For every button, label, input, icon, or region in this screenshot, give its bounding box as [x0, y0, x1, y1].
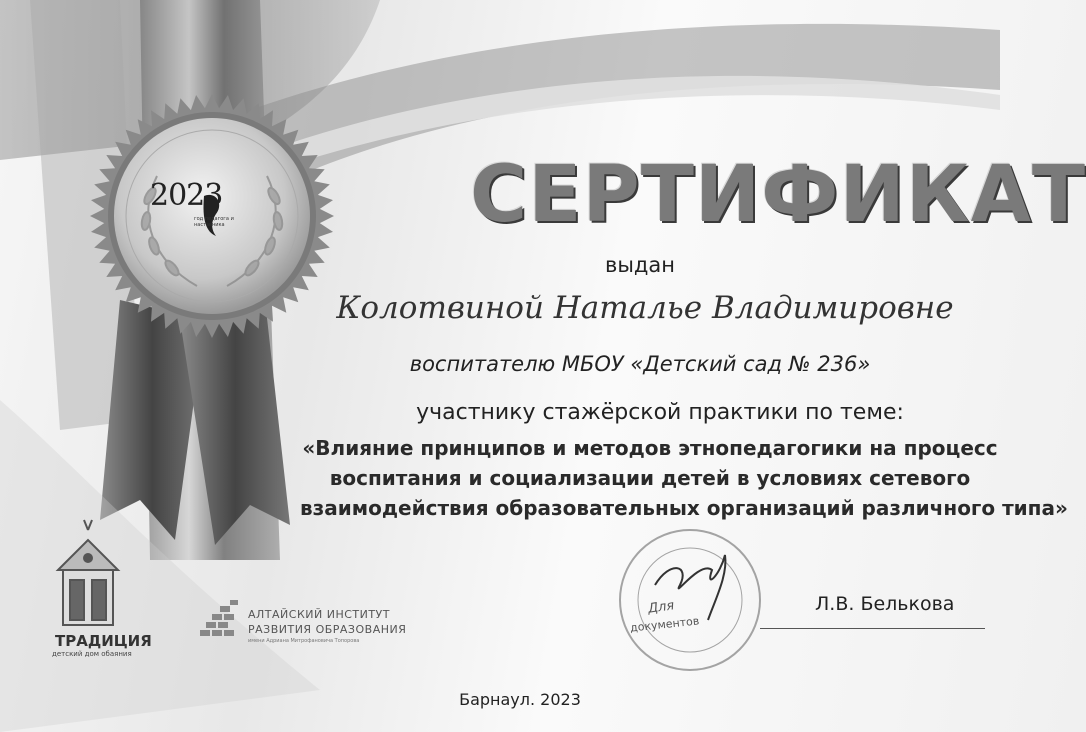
tradition-logo-name: ТРАДИЦИЯ	[55, 632, 152, 650]
city-year: Барнаул. 2023	[459, 690, 581, 709]
institute-name-line2: РАЗВИТИЯ ОБРАЗОВАНИЯ	[248, 623, 407, 636]
topic-line: взаимодействия образовательных организаций различного типа»	[300, 496, 1068, 520]
signature-line	[760, 628, 985, 629]
signer-name: Л.В. Белькова	[815, 593, 955, 615]
institute-name-line3: имени Адриана Митрофановича Топорова	[248, 638, 360, 644]
medal-year: 2023	[150, 178, 223, 213]
stamp-text: документов	[629, 614, 700, 635]
certificate-title: СЕРТИФИКАТ	[470, 150, 1086, 240]
medal-caption: год педагога и наставника	[194, 216, 234, 228]
institute-name-line1: АЛТАЙСКИЙ ИНСТИТУТ	[248, 608, 390, 621]
recipient-position: воспитателю МБОУ «Детский сад № 236»	[409, 352, 871, 376]
topic-line: воспитания и социализации детей в условиях сетевого	[329, 466, 971, 490]
topic-line: «Влияние принципов и методов этнопедагогики на процесс	[302, 436, 998, 460]
issued-label: выдан	[604, 253, 676, 277]
official-stamp	[620, 530, 760, 670]
stamp-text: Для	[647, 598, 676, 617]
participant-label: участнику стажёрской практики по теме:	[416, 400, 904, 425]
recipient-name: Колотвиной Наталье Владимировне	[336, 290, 954, 326]
tradition-logo-subtitle: детский дом обаяния	[52, 650, 132, 658]
